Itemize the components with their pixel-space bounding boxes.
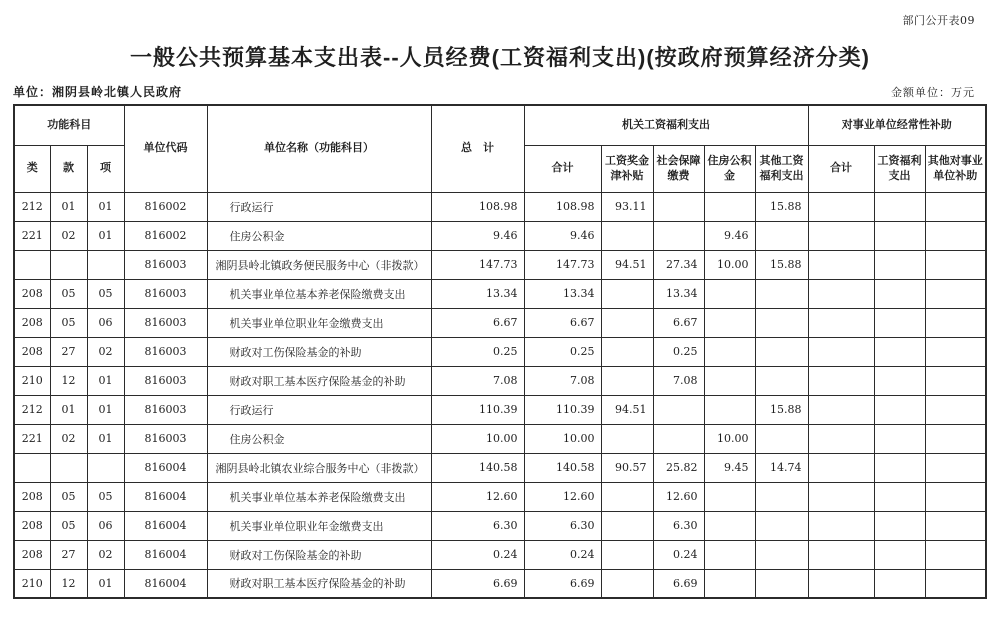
cell-org-housing-fund xyxy=(704,366,755,395)
cell-inst-subtotal xyxy=(808,395,874,424)
table-row xyxy=(14,511,986,540)
cell-inst-subtotal xyxy=(808,482,874,511)
cell-org-housing-fund xyxy=(704,482,755,511)
table-row xyxy=(14,337,986,366)
header-inst-wage-welfare: 工资福利支出 xyxy=(874,145,925,192)
cell-section: 05 xyxy=(50,308,87,337)
table-row xyxy=(14,221,986,250)
cell-section: 12 xyxy=(50,366,87,395)
cell-inst-wage-welfare xyxy=(874,221,925,250)
cell-item: 01 xyxy=(87,221,124,250)
cell-inst-subtotal xyxy=(808,453,874,482)
cell-class: 208 xyxy=(14,482,50,511)
cell-inst-wage-welfare xyxy=(874,424,925,453)
meta-row xyxy=(13,83,975,100)
cell-org-wage-bonus xyxy=(601,540,653,569)
cell-org-subtotal: 0.25 xyxy=(524,337,601,366)
table-row xyxy=(14,540,986,569)
cell-org-social-security: 12.60 xyxy=(653,482,704,511)
table-row xyxy=(14,192,986,221)
cell-unit-name: 财政对工伤保险基金的补助 xyxy=(207,540,431,569)
cell-total: 10.00 xyxy=(431,424,524,453)
cell-item: 01 xyxy=(87,395,124,424)
cell-unit-name: 财政对职工基本医疗保险基金的补助 xyxy=(207,569,431,598)
cell-inst-other xyxy=(925,424,986,453)
cell-org-social-security: 6.67 xyxy=(653,308,704,337)
cell-inst-wage-welfare xyxy=(874,482,925,511)
cell-item: 06 xyxy=(87,511,124,540)
cell-section: 12 xyxy=(50,569,87,598)
cell-total: 13.34 xyxy=(431,279,524,308)
cell-item: 01 xyxy=(87,424,124,453)
cell-unit-code: 816004 xyxy=(124,482,207,511)
cell-total: 140.58 xyxy=(431,453,524,482)
cell-unit-name: 行政运行 xyxy=(207,395,431,424)
cell-inst-wage-welfare xyxy=(874,192,925,221)
cell-section xyxy=(50,250,87,279)
cell-org-wage-bonus xyxy=(601,366,653,395)
cell-unit-name: 住房公积金 xyxy=(207,424,431,453)
cell-org-subtotal: 0.24 xyxy=(524,540,601,569)
cell-item xyxy=(87,453,124,482)
cell-class: 208 xyxy=(14,511,50,540)
cell-item: 01 xyxy=(87,569,124,598)
cell-org-other-wage-welfare xyxy=(755,569,808,598)
cell-inst-other xyxy=(925,540,986,569)
cell-unit-name: 财政对职工基本医疗保险基金的补助 xyxy=(207,366,431,395)
cell-inst-subtotal xyxy=(808,366,874,395)
cell-inst-other xyxy=(925,482,986,511)
cell-org-housing-fund xyxy=(704,192,755,221)
cell-class: 212 xyxy=(14,192,50,221)
cell-inst-other xyxy=(925,250,986,279)
cell-unit-code: 816003 xyxy=(124,308,207,337)
cell-inst-wage-welfare xyxy=(874,395,925,424)
cell-total: 7.08 xyxy=(431,366,524,395)
cell-inst-wage-welfare xyxy=(874,540,925,569)
cell-inst-subtotal xyxy=(808,424,874,453)
cell-item xyxy=(87,250,124,279)
cell-item: 05 xyxy=(87,279,124,308)
cell-org-subtotal: 108.98 xyxy=(524,192,601,221)
cell-org-social-security xyxy=(653,192,704,221)
cell-unit-name: 湘阴县岭北镇农业综合服务中心（非拨款） xyxy=(207,453,431,482)
cell-total: 110.39 xyxy=(431,395,524,424)
cell-inst-other xyxy=(925,221,986,250)
cell-org-housing-fund xyxy=(704,395,755,424)
cell-section: 05 xyxy=(50,279,87,308)
table-row xyxy=(14,482,986,511)
cell-inst-wage-welfare xyxy=(874,279,925,308)
table-body xyxy=(14,192,986,598)
cell-unit-code: 816003 xyxy=(124,366,207,395)
cell-inst-subtotal xyxy=(808,308,874,337)
cell-inst-other xyxy=(925,308,986,337)
cell-inst-other xyxy=(925,453,986,482)
cell-inst-subtotal xyxy=(808,569,874,598)
cell-section: 27 xyxy=(50,540,87,569)
cell-org-housing-fund xyxy=(704,337,755,366)
cell-total: 6.30 xyxy=(431,511,524,540)
cell-inst-other xyxy=(925,337,986,366)
cell-org-social-security xyxy=(653,424,704,453)
cell-total: 0.24 xyxy=(431,540,524,569)
cell-org-wage-bonus xyxy=(601,308,653,337)
cell-unit-name: 机关事业单位职业年金缴费支出 xyxy=(207,308,431,337)
cell-section: 01 xyxy=(50,192,87,221)
cell-total: 147.73 xyxy=(431,250,524,279)
header-org-wage-bonus: 工资奖金津补贴 xyxy=(601,145,653,192)
cell-org-other-wage-welfare xyxy=(755,366,808,395)
cell-inst-wage-welfare xyxy=(874,569,925,598)
cell-section: 05 xyxy=(50,511,87,540)
amount-unit-label: 金额单位：万元 xyxy=(891,86,975,99)
page-title: 一般公共预算基本支出表--人员经费(工资福利支出)(按政府预算经济分类) xyxy=(130,45,870,70)
cell-section: 27 xyxy=(50,337,87,366)
cell-org-subtotal: 6.67 xyxy=(524,308,601,337)
cell-org-other-wage-welfare xyxy=(755,308,808,337)
cell-unit-name: 机关事业单位基本养老保险缴费支出 xyxy=(207,482,431,511)
cell-org-wage-bonus xyxy=(601,221,653,250)
cell-unit-code: 816004 xyxy=(124,511,207,540)
header-org-housing-fund: 住房公积金 xyxy=(704,145,755,192)
header-inst-subsidy-group: 对事业单位经常性补助 xyxy=(808,105,986,145)
unit-label: 单位：湘阴县岭北镇人民政府 xyxy=(13,85,183,99)
cell-unit-name: 行政运行 xyxy=(207,192,431,221)
cell-org-social-security: 7.08 xyxy=(653,366,704,395)
cell-inst-subtotal xyxy=(808,250,874,279)
cell-org-wage-bonus: 93.11 xyxy=(601,192,653,221)
cell-inst-wage-welfare xyxy=(874,366,925,395)
cell-inst-subtotal xyxy=(808,221,874,250)
header-section: 款 xyxy=(50,145,87,192)
cell-org-housing-fund xyxy=(704,569,755,598)
cell-inst-subtotal xyxy=(808,192,874,221)
cell-org-other-wage-welfare xyxy=(755,221,808,250)
cell-org-wage-bonus: 90.57 xyxy=(601,453,653,482)
cell-org-other-wage-welfare: 15.88 xyxy=(755,395,808,424)
cell-org-other-wage-welfare xyxy=(755,424,808,453)
table-row xyxy=(14,308,986,337)
cell-item: 06 xyxy=(87,308,124,337)
cell-inst-wage-welfare xyxy=(874,308,925,337)
cell-section: 05 xyxy=(50,482,87,511)
cell-org-housing-fund: 9.45 xyxy=(704,453,755,482)
cell-inst-other xyxy=(925,192,986,221)
cell-inst-subtotal xyxy=(808,540,874,569)
cell-org-wage-bonus xyxy=(601,511,653,540)
header-org-subtotal: 合计 xyxy=(524,145,601,192)
table-row xyxy=(14,279,986,308)
cell-inst-other xyxy=(925,279,986,308)
cell-org-housing-fund: 9.46 xyxy=(704,221,755,250)
table-row xyxy=(14,453,986,482)
cell-class: 221 xyxy=(14,221,50,250)
cell-unit-code: 816003 xyxy=(124,424,207,453)
cell-unit-name: 住房公积金 xyxy=(207,221,431,250)
cell-class: 208 xyxy=(14,308,50,337)
cell-org-subtotal: 9.46 xyxy=(524,221,601,250)
cell-inst-wage-welfare xyxy=(874,511,925,540)
cell-class xyxy=(14,250,50,279)
cell-total: 6.67 xyxy=(431,308,524,337)
cell-class: 208 xyxy=(14,540,50,569)
cell-org-housing-fund xyxy=(704,279,755,308)
header-total: 总 计 xyxy=(431,105,524,192)
cell-org-wage-bonus xyxy=(601,337,653,366)
header-func-category-group: 功能科目 xyxy=(14,105,124,145)
cell-inst-wage-welfare xyxy=(874,250,925,279)
cell-org-social-security: 0.25 xyxy=(653,337,704,366)
cell-org-subtotal: 10.00 xyxy=(524,424,601,453)
cell-section xyxy=(50,453,87,482)
header-org-wage-welfare-group: 机关工资福利支出 xyxy=(524,105,808,145)
table-row xyxy=(14,250,986,279)
cell-org-social-security: 27.34 xyxy=(653,250,704,279)
cell-item: 02 xyxy=(87,540,124,569)
cell-inst-wage-welfare xyxy=(874,453,925,482)
cell-unit-code: 816002 xyxy=(124,221,207,250)
cell-item: 01 xyxy=(87,192,124,221)
cell-org-other-wage-welfare: 14.74 xyxy=(755,453,808,482)
cell-org-social-security xyxy=(653,395,704,424)
cell-section: 02 xyxy=(50,221,87,250)
cell-class: 210 xyxy=(14,569,50,598)
cell-section: 02 xyxy=(50,424,87,453)
cell-org-subtotal: 140.58 xyxy=(524,453,601,482)
cell-org-other-wage-welfare xyxy=(755,482,808,511)
cell-org-housing-fund: 10.00 xyxy=(704,250,755,279)
cell-org-subtotal: 147.73 xyxy=(524,250,601,279)
cell-org-subtotal: 12.60 xyxy=(524,482,601,511)
header-unit-code: 单位代码 xyxy=(124,105,207,192)
cell-total: 9.46 xyxy=(431,221,524,250)
cell-org-other-wage-welfare: 15.88 xyxy=(755,250,808,279)
cell-unit-code: 816004 xyxy=(124,453,207,482)
header-class: 类 xyxy=(14,145,50,192)
cell-unit-code: 816003 xyxy=(124,279,207,308)
cell-org-wage-bonus xyxy=(601,279,653,308)
cell-org-wage-bonus xyxy=(601,569,653,598)
cell-org-social-security xyxy=(653,221,704,250)
header-org-other-wage-welfare: 其他工资福利支出 xyxy=(755,145,808,192)
header-inst-other: 其他对事业单位补助 xyxy=(925,145,986,192)
cell-org-social-security: 25.82 xyxy=(653,453,704,482)
cell-unit-name: 财政对工伤保险基金的补助 xyxy=(207,337,431,366)
cell-inst-other xyxy=(925,395,986,424)
cell-inst-subtotal xyxy=(808,511,874,540)
cell-section: 01 xyxy=(50,395,87,424)
doc-ref-label: 部门公开表09 xyxy=(902,14,975,27)
cell-item: 01 xyxy=(87,366,124,395)
cell-item: 02 xyxy=(87,337,124,366)
cell-org-wage-bonus xyxy=(601,482,653,511)
header-org-social-security: 社会保障缴费 xyxy=(653,145,704,192)
cell-org-other-wage-welfare xyxy=(755,279,808,308)
cell-inst-subtotal xyxy=(808,279,874,308)
cell-class: 208 xyxy=(14,337,50,366)
cell-class xyxy=(14,453,50,482)
cell-class: 208 xyxy=(14,279,50,308)
cell-org-social-security: 0.24 xyxy=(653,540,704,569)
cell-unit-name: 湘阴县岭北镇政务便民服务中心（非拨款） xyxy=(207,250,431,279)
cell-org-wage-bonus: 94.51 xyxy=(601,395,653,424)
cell-inst-subtotal xyxy=(808,337,874,366)
cell-org-subtotal: 6.69 xyxy=(524,569,601,598)
header-inst-subtotal: 合计 xyxy=(808,145,874,192)
cell-item: 05 xyxy=(87,482,124,511)
table-row xyxy=(14,395,986,424)
cell-org-subtotal: 6.30 xyxy=(524,511,601,540)
cell-org-subtotal: 7.08 xyxy=(524,366,601,395)
cell-org-subtotal: 110.39 xyxy=(524,395,601,424)
cell-org-housing-fund: 10.00 xyxy=(704,424,755,453)
cell-inst-other xyxy=(925,511,986,540)
cell-inst-wage-welfare xyxy=(874,337,925,366)
cell-inst-other xyxy=(925,366,986,395)
cell-org-social-security: 13.34 xyxy=(653,279,704,308)
cell-org-other-wage-welfare: 15.88 xyxy=(755,192,808,221)
cell-inst-other xyxy=(925,569,986,598)
table-row xyxy=(14,424,986,453)
cell-total: 6.69 xyxy=(431,569,524,598)
cell-org-social-security: 6.30 xyxy=(653,511,704,540)
cell-unit-name: 机关事业单位基本养老保险缴费支出 xyxy=(207,279,431,308)
cell-total: 12.60 xyxy=(431,482,524,511)
cell-unit-code: 816002 xyxy=(124,192,207,221)
header-unit-name: 单位名称（功能科目） xyxy=(207,105,431,192)
cell-org-wage-bonus: 94.51 xyxy=(601,250,653,279)
cell-org-subtotal: 13.34 xyxy=(524,279,601,308)
cell-org-other-wage-welfare xyxy=(755,337,808,366)
cell-org-housing-fund xyxy=(704,308,755,337)
cell-unit-code: 816003 xyxy=(124,337,207,366)
cell-class: 212 xyxy=(14,395,50,424)
header-item: 项 xyxy=(87,145,124,192)
cell-unit-code: 816003 xyxy=(124,395,207,424)
cell-unit-code: 816003 xyxy=(124,250,207,279)
cell-org-housing-fund xyxy=(704,540,755,569)
table-row xyxy=(14,569,986,598)
cell-org-other-wage-welfare xyxy=(755,511,808,540)
cell-org-social-security: 6.69 xyxy=(653,569,704,598)
cell-org-housing-fund xyxy=(704,511,755,540)
cell-org-wage-bonus xyxy=(601,424,653,453)
cell-class: 221 xyxy=(14,424,50,453)
cell-class: 210 xyxy=(14,366,50,395)
budget-table xyxy=(13,104,987,599)
table-row xyxy=(14,366,986,395)
cell-unit-code: 816004 xyxy=(124,540,207,569)
cell-total: 108.98 xyxy=(431,192,524,221)
cell-unit-code: 816004 xyxy=(124,569,207,598)
cell-total: 0.25 xyxy=(431,337,524,366)
cell-org-other-wage-welfare xyxy=(755,540,808,569)
cell-unit-name: 机关事业单位职业年金缴费支出 xyxy=(207,511,431,540)
